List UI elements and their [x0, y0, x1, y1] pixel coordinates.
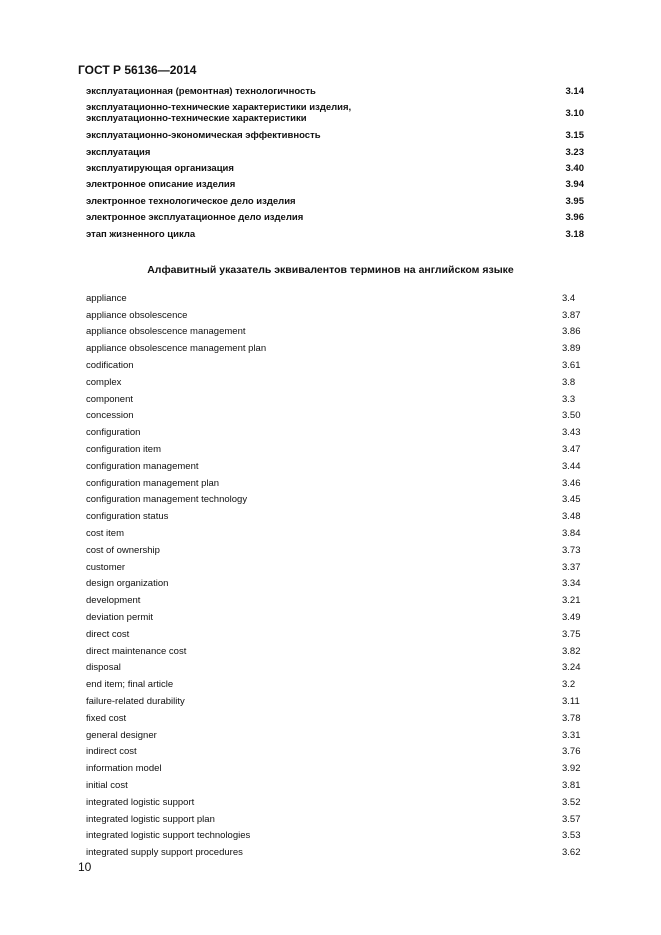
index-number: 3.57 [562, 813, 581, 825]
index-row [86, 559, 584, 576]
index-row [86, 525, 584, 542]
index-number: 3.50 [562, 410, 581, 422]
index-number: 3.61 [562, 360, 581, 372]
index-term: deviation permit [86, 612, 154, 624]
index-number: 3.43 [562, 427, 581, 439]
index-term: integrated logistic support plan [86, 813, 215, 825]
index-term: information model [86, 763, 162, 775]
index-row [86, 760, 584, 777]
section-title: Алфавитный указатель эквивалентов терминов на английском языке [147, 264, 514, 276]
index-number: 3.52 [562, 796, 581, 808]
index-number: 3.84 [562, 528, 581, 540]
index-number: 3.8 [562, 376, 576, 388]
index-number: 3.18 [565, 229, 584, 240]
index-term: integrated logistic support technologies [86, 830, 251, 842]
index-number: 3.15 [565, 130, 584, 141]
index-row [86, 643, 584, 660]
index-number: 3.34 [562, 578, 581, 590]
index-term: disposal [86, 662, 121, 674]
index-row [86, 147, 584, 158]
index-number: 3.76 [562, 746, 581, 758]
index-term: cost item [86, 528, 125, 540]
index-term: эксплуатационно-технические характеристики изделия, эксплуатационно-технические характеристики [86, 102, 352, 124]
index-number: 3.23 [565, 147, 584, 158]
index-row [86, 744, 584, 761]
index-number: 3.82 [562, 645, 581, 657]
index-number: 3.53 [562, 830, 581, 842]
index-term: appliance obsolescence management [86, 326, 246, 338]
index-number: 3.3 [562, 393, 576, 405]
index-number: 3.44 [562, 460, 581, 472]
index-number: 3.73 [562, 544, 581, 556]
index-number: 3.37 [562, 561, 581, 573]
index-row [86, 626, 584, 643]
index-term: integrated supply support procedures [86, 847, 243, 859]
index-term: customer [86, 561, 126, 573]
index-row [86, 102, 584, 124]
index-row [86, 196, 584, 207]
index-term: general designer [86, 729, 157, 741]
index-row [86, 307, 584, 324]
index-number: 3.49 [562, 612, 581, 624]
index-number: 3.78 [562, 712, 581, 724]
index-term: эксплуатационная (ремонтная) технологичность [86, 86, 316, 97]
index-term: end item; final article [86, 679, 174, 691]
index-number: 3.10 [565, 107, 584, 119]
index-row [86, 710, 584, 727]
index-number: 3.75 [562, 628, 581, 640]
index-term: эксплуатирующая организация [86, 163, 234, 174]
index-row [86, 576, 584, 593]
index-row [86, 794, 584, 811]
index-term: configuration management plan [86, 477, 220, 489]
index-row [86, 391, 584, 408]
index-term: этап жизненного цикла [86, 229, 196, 240]
index-term: appliance [86, 292, 127, 304]
index-number: 3.4 [562, 292, 576, 304]
index-term: codification [86, 360, 134, 372]
index-row [86, 340, 584, 357]
index-row [86, 324, 584, 341]
index-term: integrated logistic support [86, 796, 195, 808]
index-term: cost of ownership [86, 544, 160, 556]
index-term: component [86, 393, 134, 405]
index-row [86, 693, 584, 710]
index-number: 3.94 [565, 179, 584, 190]
index-row [86, 458, 584, 475]
index-term: indirect cost [86, 746, 137, 758]
index-term: development [86, 595, 141, 607]
index-term: электронное эксплуатационное дело изделия [86, 212, 304, 223]
index-row [86, 441, 584, 458]
index-row [86, 179, 584, 190]
index-row [86, 492, 584, 509]
index-number: 3.87 [562, 309, 581, 321]
index-number: 3.48 [562, 511, 581, 523]
index-term: appliance obsolescence [86, 309, 188, 321]
index-term: configuration [86, 427, 141, 439]
index-row [86, 130, 584, 141]
index-number: 3.40 [565, 163, 584, 174]
index-row [86, 408, 584, 425]
index-term: concession [86, 410, 134, 422]
index-number: 3.45 [562, 494, 581, 506]
index-number: 3.47 [562, 444, 581, 456]
index-number: 3.62 [562, 847, 581, 859]
index-term: design organization [86, 578, 169, 590]
index-number: 3.86 [562, 326, 581, 338]
index-term: direct maintenance cost [86, 645, 187, 657]
index-term: initial cost [86, 780, 128, 791]
index-row [86, 592, 584, 609]
index-row [86, 229, 584, 240]
index-term: электронное технологическое дело изделия [86, 196, 296, 207]
index-term: электронное описание изделия [86, 179, 236, 190]
index-term: эксплуатация [86, 147, 151, 158]
index-term: эксплуатационно-экономическая эффективность [86, 130, 321, 141]
index-number: 3.21 [562, 595, 581, 607]
index-row [86, 660, 584, 677]
index-row [86, 475, 584, 492]
index-term: appliance obsolescence management plan [86, 343, 267, 355]
index-term: configuration management [86, 460, 199, 472]
index-row [86, 508, 584, 525]
index-number: 3.14 [565, 86, 584, 97]
index-row [86, 542, 584, 559]
index-term: configuration management technology [86, 494, 248, 506]
index-number: 3.46 [562, 477, 581, 489]
index-number: 3.81 [562, 780, 581, 791]
index-number: 3.96 [565, 212, 584, 223]
index-row [86, 424, 584, 441]
english-term-index [86, 290, 584, 861]
index-row [86, 676, 584, 693]
index-number: 3.11 [562, 696, 580, 708]
index-row [86, 357, 584, 374]
index-row [86, 828, 584, 845]
index-number: 3.92 [562, 763, 581, 775]
index-term: complex [86, 376, 122, 388]
index-row [86, 290, 584, 307]
index-row [86, 844, 584, 861]
index-number: 3.24 [562, 662, 581, 674]
index-row [86, 609, 584, 626]
index-term: configuration item [86, 444, 161, 456]
index-term: fixed cost [86, 712, 127, 724]
index-row [86, 777, 584, 794]
index-row [86, 212, 584, 223]
index-number: 3.2 [562, 679, 576, 691]
index-term: configuration status [86, 511, 169, 523]
index-row [86, 811, 584, 828]
document-header: ГОСТ Р 56136—2014 [78, 63, 197, 77]
index-row [86, 727, 584, 744]
index-number: 3.31 [562, 729, 581, 741]
index-row [86, 374, 584, 391]
index-number: 3.95 [565, 196, 584, 207]
index-row [86, 163, 584, 174]
index-row [86, 86, 584, 97]
index-term: direct cost [86, 628, 130, 640]
index-term: failure-related durability [86, 696, 185, 708]
page-number: 10 [78, 860, 92, 874]
index-number: 3.89 [562, 343, 581, 355]
